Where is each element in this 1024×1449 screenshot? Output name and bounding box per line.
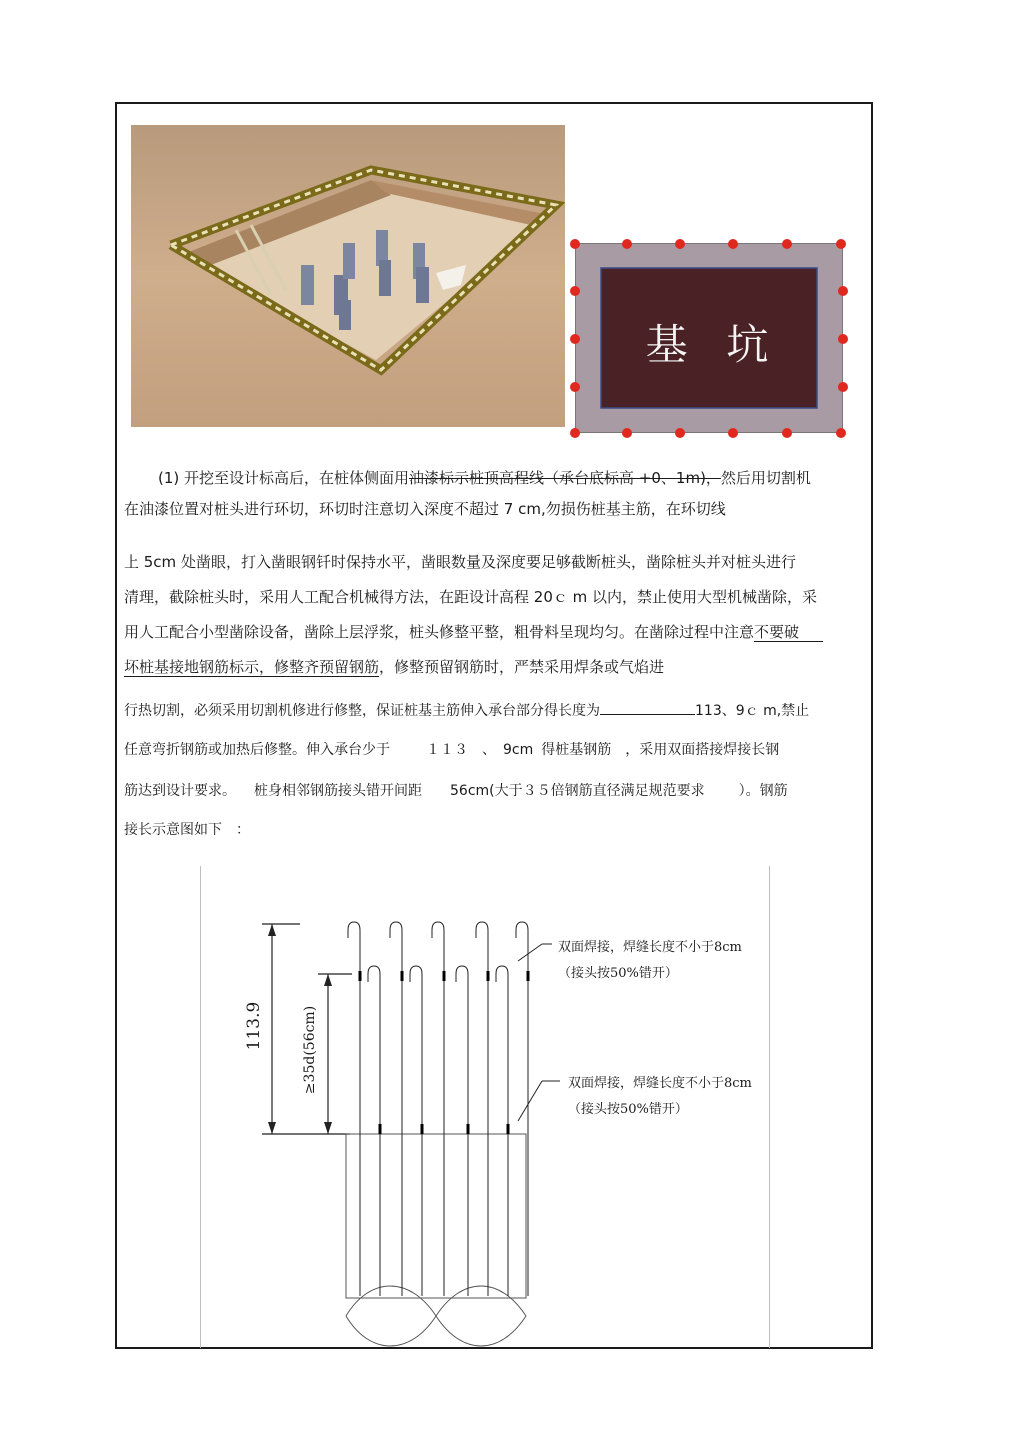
- sign-dot: [675, 428, 685, 438]
- sign-dot: [570, 334, 580, 344]
- paragraph-line-8: [124, 740, 779, 760]
- foundation-pit-photo: [131, 125, 565, 427]
- line7-b: 113、9ｃ m,: [695, 703, 782, 719]
- line9-b: 桩身相邻钢筋接头错开间距: [254, 783, 422, 799]
- sign-dot: [782, 428, 792, 438]
- line7-c: 禁止: [781, 703, 810, 719]
- paragraph-line-6: [124, 657, 664, 677]
- rebar: [390, 922, 402, 1296]
- sign-dot: [570, 239, 580, 249]
- paragraph-line-3: 上 5cm 处凿眼，打入凿眼钢钎时保持水平，凿眼数量及深度要足够截断桩头，凿除桩头并对桩头进行: [124, 553, 796, 571]
- paragraph-line-10: 接长示意图如下 ：: [124, 822, 250, 838]
- rebar: [456, 966, 468, 1296]
- line9-c: 56cm(大于３５倍钢筋直径满足规范要求: [450, 783, 705, 799]
- line8-a: 任意弯折钢筋或加热后修整。伸入承台少于: [124, 742, 390, 758]
- rebar: [368, 966, 380, 1296]
- paragraph-line-4: 清理，截除桩头时，采用人工配合机械得方法，在距设计高程 20ｃ m 以内，禁止使用大型机械凿除，采: [124, 588, 818, 606]
- note-1-line-1: 双面焊接，焊缝长度不小于8cm: [558, 940, 742, 955]
- line8-c: 得桩基钢筋: [541, 742, 612, 758]
- line1-b: 油漆标示桩顶高程线（承台底标高 +0、1m)，: [409, 469, 721, 487]
- sign-dot: [622, 239, 632, 249]
- paragraph-line-2: 在油漆位置对桩头进行环切，环切时注意切入深度不超过 7 cm,勿损伤桩基主筋，在环切线: [124, 500, 726, 518]
- rebar: [496, 966, 508, 1296]
- leader-1: [518, 944, 542, 961]
- rebar: [410, 966, 422, 1296]
- line1-c: 然后用切割机: [720, 469, 811, 487]
- rebar: [348, 922, 360, 1296]
- sign-frame-dots: [565, 233, 855, 445]
- sign-dot: [728, 428, 738, 438]
- sign-dot: [836, 428, 846, 438]
- line8-b: １１３ 、 9cm: [426, 742, 534, 758]
- pile-body: [346, 1134, 526, 1298]
- sign-dot: [728, 239, 738, 249]
- line1-a: (1) 开挖至设计标高后，在桩体侧面用: [158, 469, 410, 487]
- dim-label-stagger: ≥35d(56cm): [302, 1005, 318, 1095]
- sign-dot: [836, 239, 846, 249]
- paragraph-line-7: [124, 701, 809, 721]
- pit-sign-text: 基 坑: [645, 320, 773, 369]
- sign-dot: [782, 239, 792, 249]
- sign-dot: [622, 428, 632, 438]
- line7-gap: [600, 714, 695, 715]
- sign-dot: [675, 239, 685, 249]
- rebar: [476, 922, 488, 1296]
- paragraph-line-1: [158, 468, 811, 488]
- line9-d: ）。钢筋: [738, 783, 788, 799]
- paragraph-line-5: [124, 622, 823, 642]
- note-1-line-2: （接头按50%错开）: [558, 966, 678, 981]
- note-2-line-2: （接头按50%错开）: [568, 1102, 688, 1117]
- sign-dot: [838, 286, 848, 296]
- line6-b: ，修整预留钢筋时，严禁采用焊条或气焰进: [379, 658, 665, 676]
- sign-dot: [838, 334, 848, 344]
- line5-b: 不要破: [754, 623, 823, 642]
- sign-dot: [570, 428, 580, 438]
- leader-2: [518, 1081, 542, 1121]
- paragraph-line-9: [124, 781, 788, 801]
- rebar: [432, 922, 444, 1296]
- pile-section-curve: [346, 1286, 526, 1346]
- sign-dot: [838, 382, 848, 392]
- line9-a: 筋达到设计要求。: [124, 783, 236, 799]
- line8-d: ，采用双面搭接焊接长钢: [625, 742, 780, 758]
- sign-dot: [570, 382, 580, 392]
- dim-label-total: 113.9: [244, 1001, 264, 1051]
- sign-dot: [570, 286, 580, 296]
- line6-a: 坏桩基接地钢筋标示，修整齐预留钢筋: [124, 658, 380, 676]
- line5-a: 用人工配合小型凿除设备，凿除上层浮浆，桩头修整平整，粗骨料呈现均匀。在凿除过程中注意: [124, 623, 755, 641]
- note-2-line-1: 双面焊接，焊缝长度不小于8cm: [568, 1076, 752, 1091]
- line7-a: 行热切割，必须采用切割机修进行修整，保证桩基主筋伸入承台部分得长度为: [124, 703, 600, 719]
